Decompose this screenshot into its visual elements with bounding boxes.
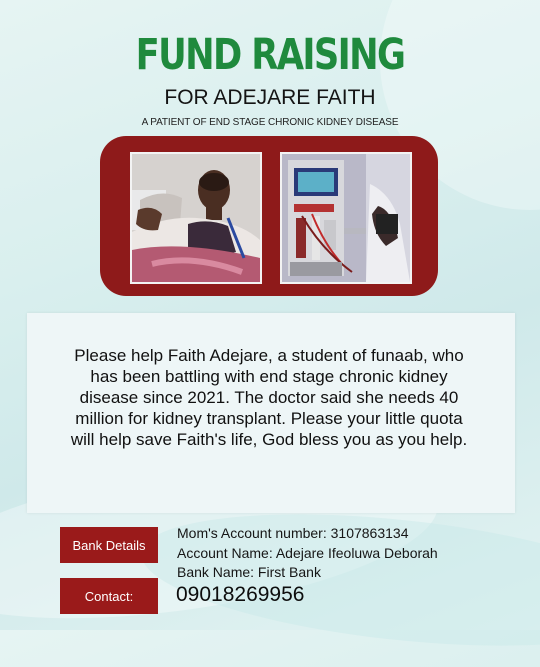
photo-frame — [100, 136, 438, 296]
contact-label: Contact: — [60, 578, 158, 614]
contact-phone: 09018269956 — [176, 583, 305, 606]
patient-in-hospital-bed-photo — [130, 152, 262, 284]
account-number-text: Mom's Account number: 3107863134 — [177, 525, 409, 541]
poster-subtitle: FOR ADEJARE FAITH — [164, 86, 376, 109]
bank-name-text: Bank Name: First Bank — [177, 564, 321, 580]
account-name-text: Account Name: Adejare Ifeoluwa Deborah — [177, 545, 438, 561]
bank-details-label: Bank Details — [60, 527, 158, 563]
patient-note: A PATIENT OF END STAGE CHRONIC KIDNEY DISEASE — [141, 117, 399, 128]
dialysis-machine-photo — [280, 152, 412, 284]
poster-title: FUND RAISING — [135, 30, 405, 80]
appeal-message: Please help Faith Adejare, a student of funaab, who has been battling with end stage chronic kidney disease since 2021. The doctor said she needs 40 million for kidney transplant. Please your little quota will help save Faith's life, God bless you as you help. — [70, 346, 468, 449]
